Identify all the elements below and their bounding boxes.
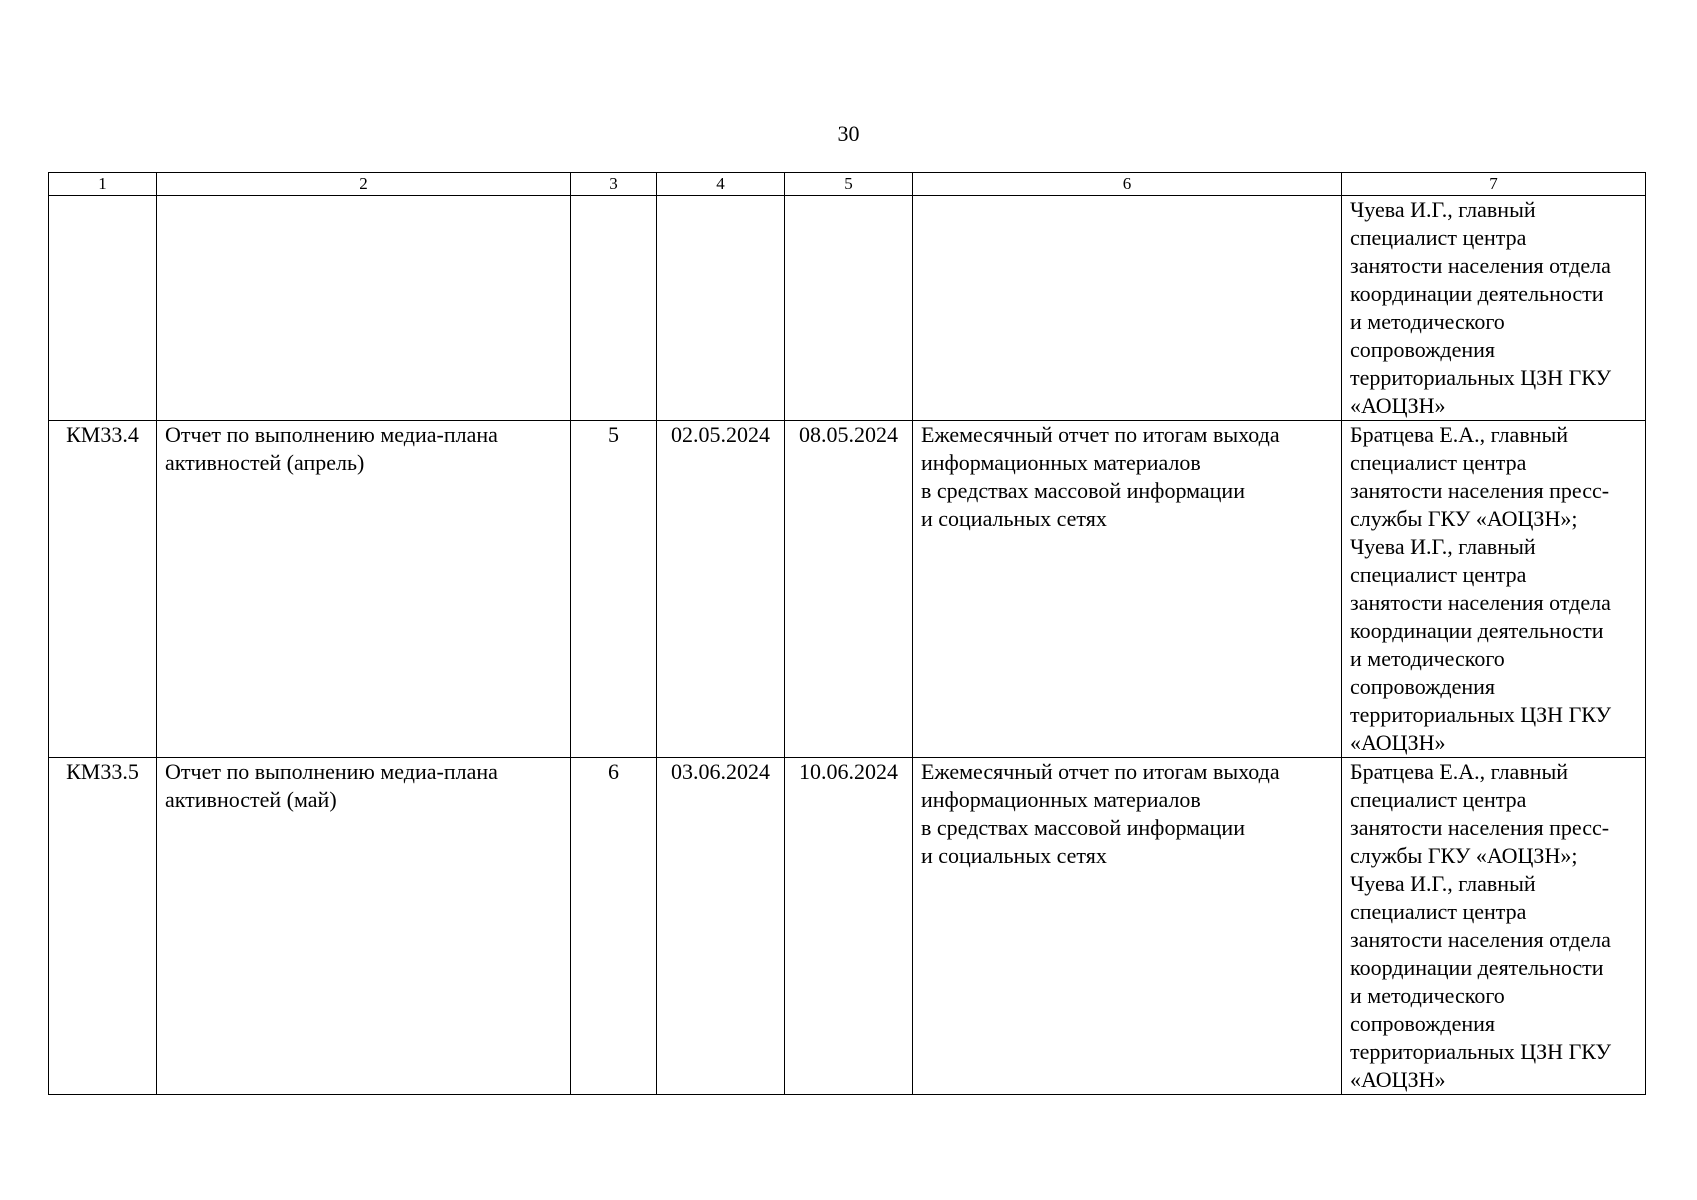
end-date-cell: 10.06.2024 <box>785 758 913 1095</box>
header-cell-6: 6 <box>913 173 1342 196</box>
table-row <box>49 421 1646 758</box>
cell-text-line: специалист центра <box>1350 225 1527 250</box>
cell-text-line: специалист центра <box>1350 787 1527 812</box>
code-cell <box>49 196 157 421</box>
cell-text-line: активностей (апрель) <box>165 450 365 475</box>
cell-text-line: сопровождения <box>1350 1011 1496 1036</box>
responsible-cell <box>1342 196 1646 421</box>
cell-text-line: Отчет по выполнению медиа-плана <box>165 759 498 784</box>
number-cell: 5 <box>571 421 657 758</box>
cell-text-line: Чуева И.Г., главный <box>1350 197 1536 222</box>
cell-text-line: специалист центра <box>1350 562 1527 587</box>
cell-text-line: службы ГКУ «АОЦЗН»; <box>1350 843 1578 868</box>
header-row <box>49 173 1646 196</box>
table-row <box>49 758 1646 1095</box>
cell-text-line: в средствах массовой информации <box>921 478 1245 503</box>
cell-text-line: Ежемесячный отчет по итогам выхода <box>921 759 1280 784</box>
result-cell <box>913 758 1342 1095</box>
header-cell-1: 1 <box>49 173 157 196</box>
end-date-cell: 08.05.2024 <box>785 421 913 758</box>
cell-text-line: Ежемесячный отчет по итогам выхода <box>921 422 1280 447</box>
number-cell <box>571 196 657 421</box>
cell-text-line: и социальных сетях <box>921 506 1107 531</box>
header-cell-4: 4 <box>657 173 785 196</box>
cell-text-line: активностей (май) <box>165 787 337 812</box>
cell-text-line: сопровождения <box>1350 674 1496 699</box>
table-row <box>49 196 1646 421</box>
cell-text-line: специалист центра <box>1350 450 1527 475</box>
cell-text-line: информационных материалов <box>921 450 1201 475</box>
cell-text-line: «АОЦЗН» <box>1350 393 1446 418</box>
cell-text-line: и методического <box>1350 646 1505 671</box>
number-cell: 6 <box>571 758 657 1095</box>
result-cell <box>913 196 1342 421</box>
header-cell-2: 2 <box>157 173 571 196</box>
cell-text-line: Чуева И.Г., главный <box>1350 871 1536 896</box>
cell-text-line: занятости населения отдела <box>1350 253 1611 278</box>
table-body <box>49 196 1646 1095</box>
end-date-cell <box>785 196 913 421</box>
cell-text-line: территориальных ЦЗН ГКУ <box>1350 1039 1612 1064</box>
code-cell: КМ33.5 <box>49 758 157 1095</box>
cell-text-line: Братцева Е.А., главный <box>1350 422 1569 447</box>
cell-text-line: «АОЦЗН» <box>1350 730 1446 755</box>
start-date-cell <box>657 196 785 421</box>
cell-text-line: Братцева Е.А., главный <box>1350 759 1569 784</box>
cell-text-line: занятости населения пресс- <box>1350 478 1610 503</box>
code-cell: КМ33.4 <box>49 421 157 758</box>
header-cell-7: 7 <box>1342 173 1646 196</box>
cell-text-line: и методического <box>1350 983 1505 1008</box>
cell-text-line: специалист центра <box>1350 899 1527 924</box>
cell-text-line: информационных материалов <box>921 787 1201 812</box>
name-cell <box>157 196 571 421</box>
cell-text-line: занятости населения пресс- <box>1350 815 1610 840</box>
start-date-cell: 03.06.2024 <box>657 758 785 1095</box>
cell-text-line: координации деятельности <box>1350 281 1604 306</box>
header-cell-3: 3 <box>571 173 657 196</box>
cell-text-line: в средствах массовой информации <box>921 815 1245 840</box>
cell-text-line: сопровождения <box>1350 337 1496 362</box>
cell-text-line: территориальных ЦЗН ГКУ <box>1350 702 1612 727</box>
result-cell <box>913 421 1342 758</box>
cell-text-line: координации деятельности <box>1350 618 1604 643</box>
page-number: 30 <box>837 121 860 146</box>
cell-text-line: территориальных ЦЗН ГКУ <box>1350 365 1612 390</box>
cell-text-line: координации деятельности <box>1350 955 1604 980</box>
cell-text-line: занятости населения отдела <box>1350 590 1611 615</box>
cell-text-line: и социальных сетях <box>921 843 1107 868</box>
header-cell-5: 5 <box>785 173 913 196</box>
responsible-cell <box>1342 421 1646 758</box>
start-date-cell: 02.05.2024 <box>657 421 785 758</box>
cell-text-line: Чуева И.Г., главный <box>1350 534 1536 559</box>
cell-text-line: «АОЦЗН» <box>1350 1067 1446 1092</box>
cell-text-line: Отчет по выполнению медиа-плана <box>165 422 498 447</box>
name-cell <box>157 758 571 1095</box>
cell-text-line: службы ГКУ «АОЦЗН»; <box>1350 506 1578 531</box>
document-table <box>48 172 1646 1095</box>
responsible-cell <box>1342 758 1646 1095</box>
cell-text-line: занятости населения отдела <box>1350 927 1611 952</box>
cell-text-line: и методического <box>1350 309 1505 334</box>
name-cell <box>157 421 571 758</box>
